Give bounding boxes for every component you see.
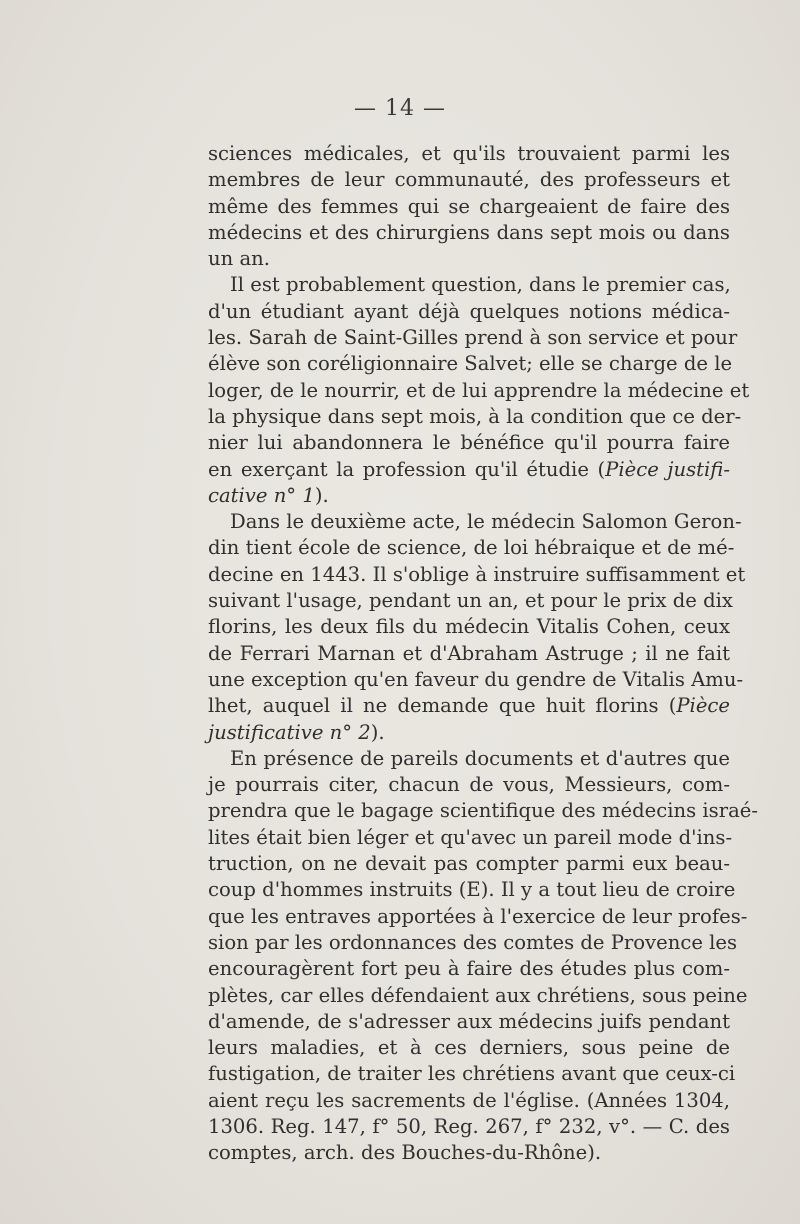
text-line <box>208 825 733 851</box>
text-line <box>208 483 730 509</box>
text-segment: leurs maladies, et à ces derniers, sous peine de <box>208 1036 730 1060</box>
body-text <box>208 141 759 1167</box>
text-segment: florins, les deux fils du médecin Vitalis Cohen, ceux <box>208 615 730 639</box>
text-line <box>208 1114 730 1140</box>
text-line <box>208 720 730 746</box>
text-segment: un an. <box>208 247 270 271</box>
text-line <box>208 1088 730 1114</box>
text-line <box>208 430 730 456</box>
text-line <box>208 1009 730 1035</box>
text-line <box>208 378 750 404</box>
text-segment: suivant l'usage, pendant un an, et pour le prix de dix <box>208 589 733 613</box>
italic-text-segment: Pièce <box>676 694 730 718</box>
text-segment: ). <box>370 720 385 744</box>
text-line <box>208 562 746 588</box>
text-segment: lites était bien léger et qu'avec un pareil mode d'ins- <box>208 825 733 849</box>
text-line <box>208 877 736 903</box>
text-line <box>208 404 742 430</box>
text-line <box>208 457 730 483</box>
text-line <box>208 167 730 193</box>
text-segment: sion par les ordonnances des comtes de Provence les <box>208 930 738 954</box>
text-segment: que les entraves apportées à l'exercice de leur profes- <box>208 904 748 928</box>
text-line <box>208 983 748 1009</box>
text-line <box>208 220 730 246</box>
text-line <box>208 325 738 351</box>
text-line <box>208 509 742 535</box>
text-segment: d'un étudiant ayant déjà quelques notions médica- <box>208 299 730 323</box>
text-line <box>208 1140 730 1166</box>
text-segment: decine en 1443. Il s'oblige à instruire suffisamment et <box>208 562 746 586</box>
text-segment: coup d'hommes instruits (E). Il y a tout lieu de croire <box>208 878 736 902</box>
text-line <box>208 1035 730 1061</box>
text-line <box>208 930 738 956</box>
text-segment: ). <box>314 483 329 507</box>
text-line <box>208 904 748 930</box>
text-segment: médecins et des chirurgiens dans sept mois ou dans <box>208 220 730 244</box>
text-segment: membres de leur communauté, des professeurs et <box>208 168 730 192</box>
text-segment: fustigation, de traiter les chrétiens avant que ceux-ci <box>208 1062 736 1086</box>
text-segment: lhet, auquel il ne demande que huit florins ( <box>208 694 677 718</box>
text-segment: même des femmes qui se chargeaient de faire des <box>208 194 730 218</box>
text-line <box>208 641 730 667</box>
text-segment: 1306. Reg. 147, f° 50, Reg. 267, f° 232, v°. — C. des <box>208 1114 730 1138</box>
text-line <box>208 798 759 824</box>
italic-text-segment: justificative n° 2 <box>208 720 371 744</box>
text-line <box>208 956 730 982</box>
text-line <box>208 772 730 798</box>
text-line <box>208 141 730 167</box>
text-segment: comptes, arch. des Bouches-du-Rhône). <box>208 1141 602 1165</box>
text-line <box>208 1061 736 1087</box>
text-segment: en exerçant la profession qu'il étudie ( <box>208 457 606 481</box>
text-line <box>208 693 730 719</box>
text-segment: din tient école de science, de loi hébraique et de mé- <box>208 536 735 560</box>
italic-text-segment: Pièce justifi- <box>605 457 730 481</box>
text-segment: les. Sarah de Saint-Gilles prend à son service et pour <box>208 326 738 350</box>
text-line <box>208 351 733 377</box>
text-segment: truction, on ne devait pas compter parmi eux beau- <box>208 852 730 876</box>
text-line <box>208 746 730 772</box>
text-segment: loger, de le nourrir, et de lui apprendre la médecine et <box>208 378 750 402</box>
text-segment: une exception qu'en faveur du gendre de Vitalis Amu- <box>208 667 744 691</box>
text-segment: prendra que le bagage scientifique des médecins israé- <box>208 799 759 823</box>
text-segment: En présence de pareils documents et d'autres que <box>230 746 730 770</box>
text-segment: nier lui abandonnera le bénéfice qu'il pourra faire <box>208 431 730 455</box>
text-segment: élève son coréligionnaire Salvet; elle se charge de le <box>208 352 733 376</box>
text-line <box>208 535 735 561</box>
text-segment: Il est probablement question, dans le premier cas, <box>230 273 731 297</box>
text-segment: d'amende, de s'adresser aux médecins juifs pendant <box>208 1009 730 1033</box>
text-line <box>208 272 730 298</box>
text-segment: de Ferrari Marnan et d'Abraham Astruge ; il ne fait <box>208 641 730 665</box>
page-number: — 14 — <box>354 96 446 121</box>
text-segment: encouragèrent fort peu à faire des études plus com- <box>208 957 730 981</box>
text-line <box>208 194 730 220</box>
text-line <box>208 588 733 614</box>
text-segment: Dans le deuxième acte, le médecin Salomon Geron- <box>230 510 742 534</box>
text-line <box>208 246 730 272</box>
text-line <box>208 614 730 640</box>
italic-text-segment: cative n° 1 <box>208 483 315 507</box>
text-segment: plètes, car elles défendaient aux chrétiens, sous peine <box>208 983 748 1007</box>
text-line <box>208 851 730 877</box>
text-line <box>208 667 744 693</box>
text-segment: la physique dans sept mois, à la condition que ce der- <box>208 404 742 428</box>
text-segment: aient reçu les sacrements de l'église. (Années 1304, <box>208 1088 730 1112</box>
text-line <box>208 299 730 325</box>
text-segment: je pourrais citer, chacun de vous, Messieurs, com- <box>208 773 730 797</box>
text-segment: sciences médicales, et qu'ils trouvaient parmi les <box>208 142 730 165</box>
